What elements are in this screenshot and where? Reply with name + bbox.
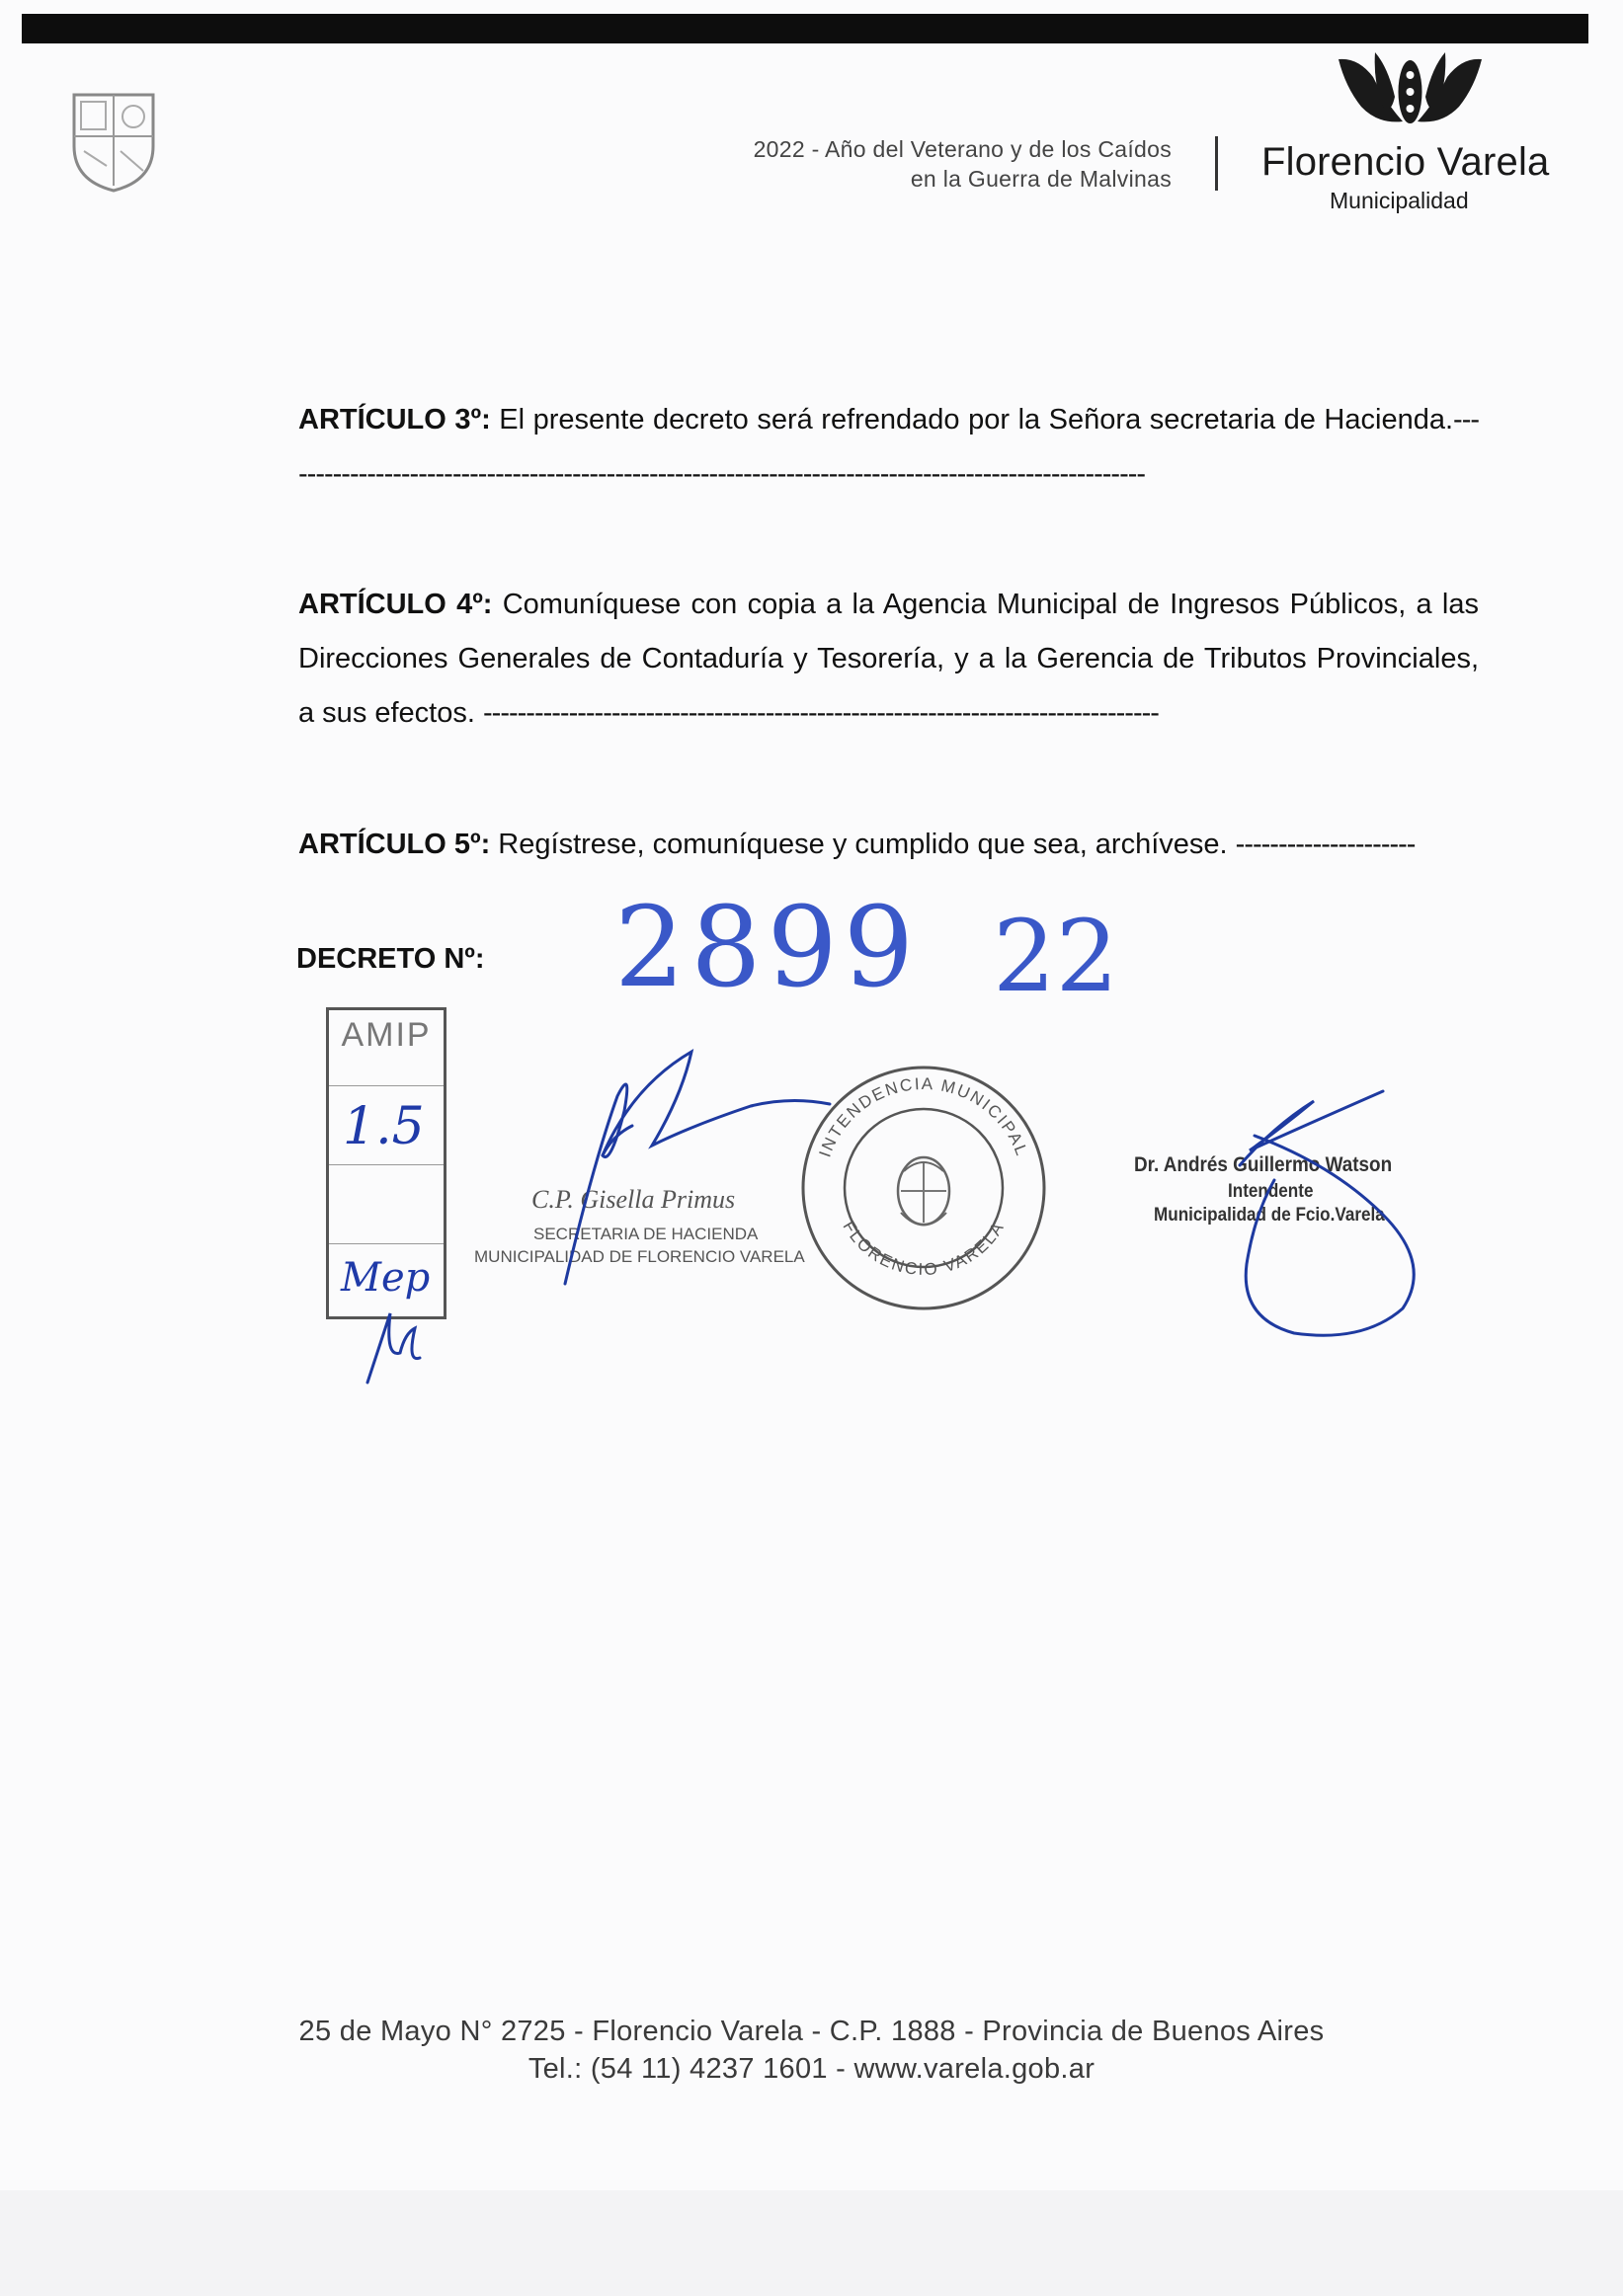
right-signer-role: Intendente [1228,1181,1314,1202]
decree-label: DECRETO Nº: [296,943,485,975]
amip-initials-stroke [367,1313,420,1383]
article-5-label: ARTÍCULO 5º: [298,829,491,860]
article-3-text: El presente decreto será refrendado por la Señora secretaria de Hacienda. [490,404,1454,435]
decree-year-stamp: 22 [993,899,1119,1014]
svg-text:FLORENCIO VARELA [839,1218,1008,1279]
amip-stamp [326,1007,446,1319]
logo-name: Florencio Varela [1261,140,1550,184]
article-3-label: ARTÍCULO 3º: [298,404,491,435]
municipal-crest-icon [69,87,158,196]
article-5-text: Regístrese, comuníquese y cumplido que sea, archívese. [490,829,1236,860]
amip-divider [329,1243,444,1244]
svg-text:INTENDENCIA MUNICIPAL [815,1074,1031,1159]
article-3 [298,393,1479,502]
amip-handwritten-initials: 1.5 [343,1097,425,1156]
page-footer [0,2013,1623,2088]
right-signer-name: Dr. Andrés Guillermo Watson [1134,1153,1393,1176]
footer-address: 25 de Mayo N° 2725 - Florencio Varela - C.P. 1888 - Provincia de Buenos Aires [298,2016,1325,2047]
decree-number-stamp: 2899 [614,884,921,1012]
motto-line-2: en la Guerra de Malvinas [910,166,1172,192]
article-3-dashes: ------------------------------------------------------------------------------------------------------ [298,404,1480,490]
article-4-dashes: ------------------------------------------------------------------------------- [483,697,1159,729]
footer-contact: Tel.: (54 11) 4237 1601 - www.varela.gob.ar [527,2053,1096,2085]
florencio-varela-logo-icon [1334,47,1487,146]
amip-divider [329,1085,444,1086]
left-signer-role: SECRETARIA DE HACIENDA [533,1225,759,1243]
left-signer-organization: MUNICIPALIDAD DE FLORENCIO VARELA [474,1247,805,1266]
article-5-dashes: --------------------- [1235,829,1416,860]
article-5 [298,818,1479,872]
right-signer-organization: Municipalidad de Fcio.Varela [1154,1205,1385,1226]
left-signer-name: C.P. Gisella Primus [531,1185,736,1214]
amip-handwritten-note: Mep [341,1255,431,1301]
seal-bottom-text: FLORENCIO VARELA [839,1218,1009,1280]
header-divider [1215,136,1218,191]
commemorative-motto [754,134,1172,194]
seal-top-text: INTENDENCIA MUNICIPAL [815,1073,1032,1160]
logo-subtitle: Municipalidad [1330,188,1469,213]
motto-line-1: 2022 - Año del Veterano y de los Caídos [753,136,1172,162]
article-4-text: Comuníquese con copia a la Agencia Municipal de Ingresos Públicos, a las Direcciones Generales de Contaduría y Tesorería, y a la Gerencia de Tributos Provinciales, a sus efectos. [298,589,1480,729]
scan-bottom-margin [0,2190,1623,2296]
left-signature-stroke [603,1126,632,1155]
amip-divider [329,1164,444,1165]
amip-stamp-label: AMIP [341,1016,432,1054]
article-4 [298,578,1479,741]
municipal-seal-icon [790,1055,1057,1321]
scan-top-border [22,14,1588,43]
article-4-label: ARTÍCULO 4º: [298,589,493,620]
